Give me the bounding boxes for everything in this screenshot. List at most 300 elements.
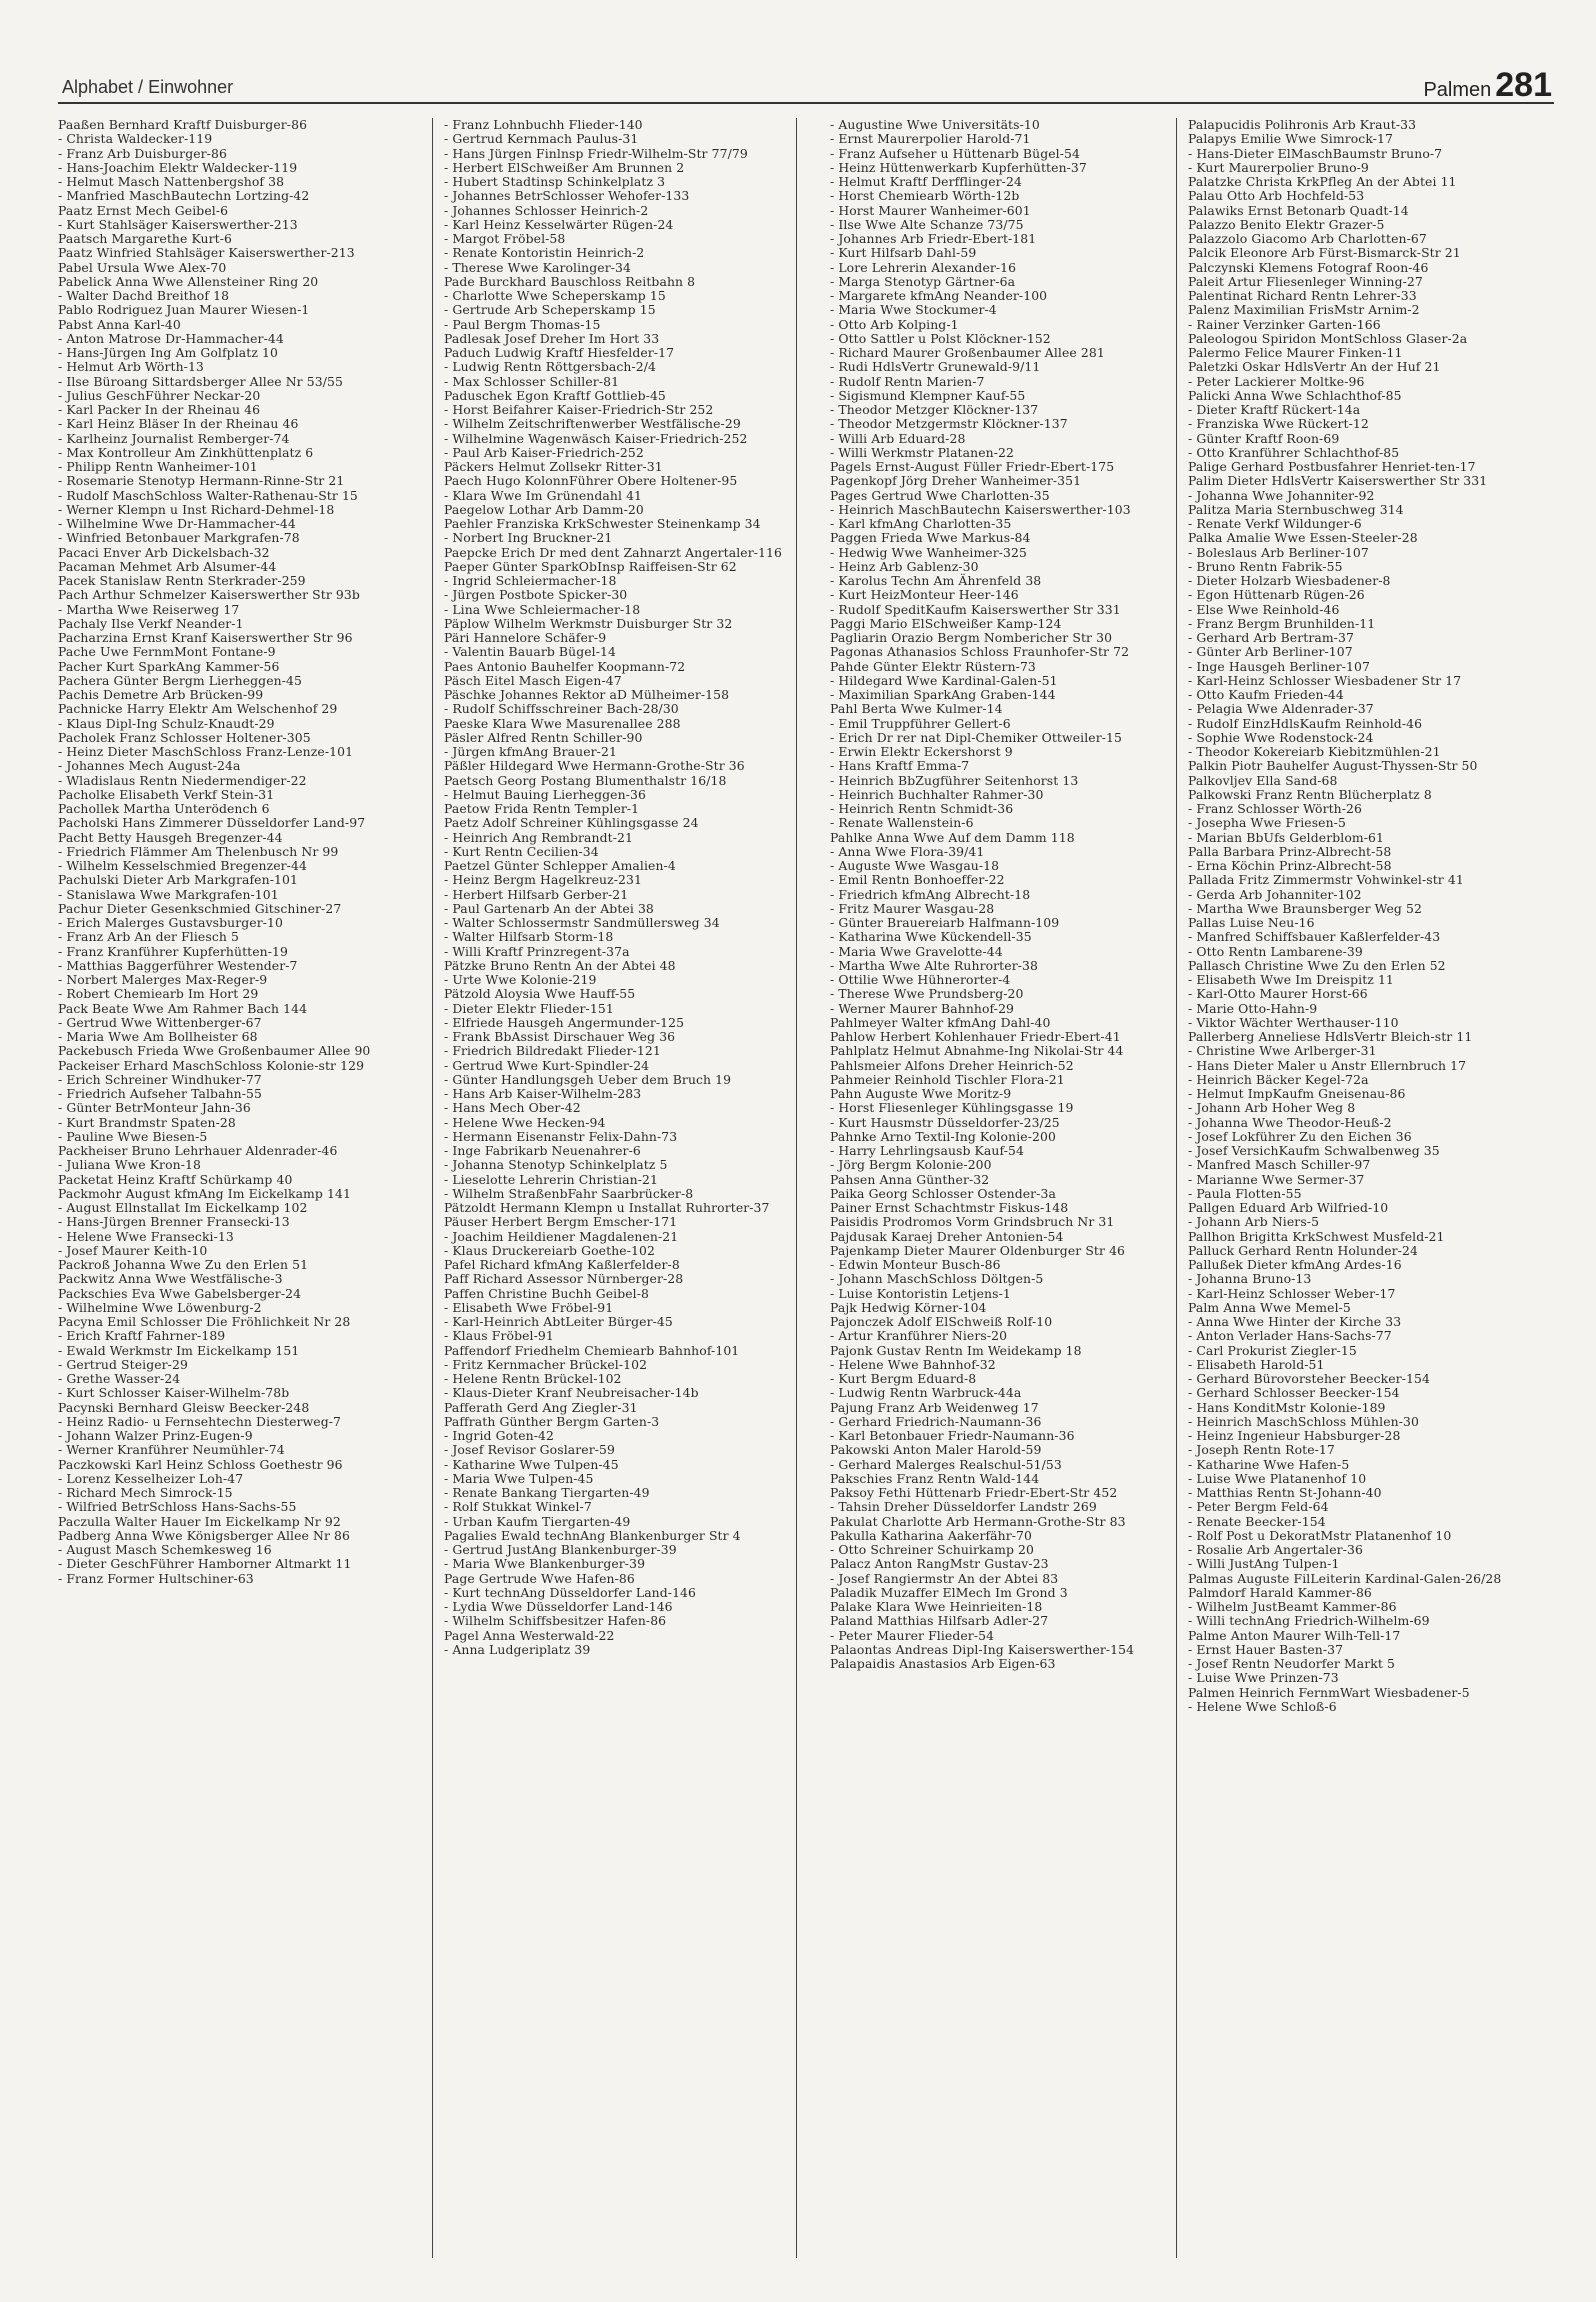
directory-entry: Pahmeier Reinhold Tischler Flora-21 — [830, 1071, 1065, 1087]
directory-entry: Palaontas Andreas Dipl-Ing Kaiserswerther-154 — [830, 1641, 1135, 1657]
directory-entry: - Ludwig Rentn Röttgersbach-2/4 — [444, 359, 657, 375]
directory-entry: - Helene Wwe Fransecki-13 — [58, 1228, 234, 1244]
directory-entry: - Marga Stenotyp Gärtner-6a — [830, 273, 1016, 289]
directory-entry: Paech Hugo KolonnFührer Obere Holtener-95 — [444, 473, 738, 489]
directory-entry: - Willi JustAng Tulpen-1 — [1188, 1556, 1340, 1572]
directory-entry: - Renate Bankang Tiergarten-49 — [444, 1485, 650, 1500]
directory-entry: Paggen Frieda Wwe Markus-84 — [830, 530, 1031, 546]
directory-entry: - Marie Otto-Hahn-9 — [1188, 1000, 1318, 1016]
directory-entry: - Walter Dachd Breithof 18 — [58, 288, 230, 303]
directory-entry: Paduschek Egon Kraftf Gottlieb-45 — [444, 387, 666, 403]
directory-entry: - Josepha Wwe Friesen-5 — [1188, 815, 1346, 831]
directory-entry: Palatzke Christa KrkPfleg An der Abtei 11 — [1188, 174, 1457, 189]
directory-entry: Pallhon Brigitta KrkSchwest Musfeld-21 — [1188, 1228, 1445, 1244]
directory-entry: - Lydia Wwe Düsseldorfer Land-146 — [444, 1599, 673, 1614]
directory-entry: - Joachim Heildiener Magdalenen-21 — [444, 1228, 679, 1244]
directory-entry: - Franz Aufseher u Hüttenarb Bügel-54 — [830, 145, 1080, 161]
directory-entry: - Johann MaschSchloss Döltgen-5 — [830, 1271, 1044, 1287]
directory-entry: - Ernst Maurerpolier Harold-71 — [830, 131, 1031, 147]
directory-entry: Painer Ernst Schachtmstr Fiskus-148 — [830, 1200, 1069, 1215]
directory-entry: - Heinz Arb Gablenz-30 — [830, 558, 979, 574]
directory-entry: - Heinz Bergm Hagelkreuz-231 — [444, 872, 642, 888]
directory-entry: - Margot Fröbel-58 — [444, 231, 566, 246]
directory-entry: Palapaidis Anastasios Arb Eigen-63 — [830, 1656, 1056, 1671]
directory-entry: - Franz Arb Duisburger-86 — [58, 145, 227, 161]
directory-entry: - Johann Arb Hoher Weg 8 — [1188, 1100, 1356, 1116]
directory-entry: Pachur Dieter Gesenkschmied Gitschiner-27 — [58, 900, 342, 916]
directory-entry: Pacht Betty Hausgeh Bregenzer-44 — [58, 829, 283, 845]
directory-entry: Pakschies Franz Rentn Wald-144 — [830, 1470, 1040, 1486]
directory-entry: - Franz Lohnbuchh Flieder-140 — [444, 118, 643, 132]
directory-entry: Pafferath Gerd Ang Ziegler-31 — [444, 1399, 638, 1415]
directory-entry: - Anna Wwe Hinter der Kirche 33 — [1188, 1314, 1402, 1329]
directory-entry: - Augustine Wwe Universitäts-10 — [830, 118, 1040, 132]
directory-entry: - Willi technAng Friedrich-Wilhelm-69 — [1188, 1613, 1430, 1629]
directory-entry: Palla Barbara Prinz-Albrecht-58 — [1188, 843, 1392, 859]
directory-entry: - Maria Wwe Gravelotte-44 — [830, 943, 1003, 959]
directory-entry: Pagonas Athanasios Schloss Fraunhofer-Str 72 — [830, 644, 1130, 660]
directory-entry: Pakulla Katharina Aakerfähr-70 — [830, 1527, 1033, 1543]
directory-entry: - Friedrich Aufseher Talbahn-55 — [58, 1086, 262, 1101]
directory-entry: Pahlplatz Helmut Abnahme-Ing Nikolai-Str 44 — [830, 1043, 1124, 1059]
directory-entry: - Rudolf Rentn Marien-7 — [830, 373, 985, 389]
directory-entry: - Peter Lackierer Moltke-96 — [1188, 373, 1365, 389]
directory-entry: - Erwin Elektr Eckershorst 9 — [830, 744, 1013, 759]
directory-entry: Pade Burckhard Bauschloss Reitbahn 8 — [444, 273, 696, 289]
directory-entry: - Franz Bergm Brunhilden-11 — [1188, 615, 1376, 631]
directory-entry: - Wilhelm Kesselschmied Bregenzer-44 — [58, 858, 307, 873]
directory-entry: Paetsch Georg Postang Blumenthalstr 16/18 — [444, 772, 727, 788]
directory-entry: - Hans-Jürgen Ing Am Golfplatz 10 — [58, 345, 278, 360]
directory-entry: Paland Matthias Hilfsarb Adler-27 — [830, 1613, 1049, 1629]
directory-entry: - Klaus Dipl-Ing Schulz-Knaudt-29 — [58, 715, 275, 731]
directory-entry: Paika Georg Schlosser Ostender-3a — [830, 1185, 1056, 1201]
directory-column-4 — [1188, 118, 1554, 2258]
directory-entry: Paladik Muzaffer ElMech Im Grond 3 — [830, 1584, 1068, 1600]
directory-entry: Pajonczek Adolf ElSchweiß Rolf-10 — [830, 1314, 1053, 1329]
directory-entry: Pajonk Gustav Rentn Im Weidekamp 18 — [830, 1342, 1082, 1358]
directory-entry: - Kurt Schlosser Kaiser-Wilhelm-78b — [58, 1385, 290, 1401]
directory-entry: - Maximilian SparkAng Graben-144 — [830, 687, 1056, 702]
directory-entry: - Josef Rangiermstr An der Abtei 83 — [830, 1570, 1059, 1586]
directory-entry: Pahlsmeier Alfons Dreher Heinrich-52 — [830, 1057, 1074, 1073]
directory-entry: - Luise Wwe Platanenhof 10 — [1188, 1470, 1367, 1486]
directory-entry: - Juliana Wwe Kron-18 — [58, 1157, 201, 1173]
directory-entry: - Gertrud Steiger-29 — [58, 1356, 188, 1372]
directory-entry: Pabel Ursula Wwe Alex-70 — [58, 259, 227, 275]
directory-entry: - Gerhard Bürovorsteher Beecker-154 — [1188, 1371, 1430, 1386]
directory-entry: Pacyna Emil Schlosser Die Fröhlichkeit Nr 28 — [58, 1314, 351, 1329]
directory-entry: Pahnke Arno Textil-Ing Kolonie-200 — [830, 1128, 1056, 1144]
directory-entry: - Heinrich MaschSchloss Mühlen-30 — [1188, 1413, 1419, 1429]
directory-entry: - Friedrich Bildredakt Flieder-121 — [444, 1043, 661, 1059]
directory-entry: Pacaman Mehmet Arb Alsumer-44 — [58, 558, 277, 574]
directory-entry: Pachera Günter Bergm Lierheggen-45 — [58, 672, 302, 688]
directory-entry: Pahsen Anna Günther-32 — [830, 1171, 990, 1187]
directory-entry: - Horst Beifahrer Kaiser-Friedrich-Str 252 — [444, 402, 714, 417]
directory-entry: - Franz Schlosser Wörth-26 — [1188, 801, 1363, 816]
directory-entry: - Werner Klempn u Inst Richard-Dehmel-18 — [58, 501, 335, 517]
directory-entry: - Otto Schreiner Schuirkamp 20 — [830, 1542, 1034, 1557]
directory-entry: - Hans-Dieter ElMaschBaumstr Bruno-7 — [1188, 145, 1443, 161]
directory-entry: Pacek Stanislaw Rentn Sterkrader-259 — [58, 573, 306, 588]
directory-entry: - Hubert Stadtinsp Schinkelplatz 3 — [444, 174, 666, 189]
directory-entry: - Gerhard Schlosser Beecker-154 — [1188, 1385, 1400, 1401]
directory-entry: Paleit Artur Fliesenleger Winning-27 — [1188, 273, 1423, 289]
directory-entry: - Hans-Jürgen Brenner Fransecki-13 — [58, 1214, 290, 1230]
directory-entry: - Hermann Eisenanstr Felix-Dahn-73 — [444, 1128, 678, 1144]
directory-entry: - Gerhard Friedrich-Naumann-36 — [830, 1413, 1042, 1429]
directory-entry: - Otto Rentn Lambarene-39 — [1188, 943, 1363, 959]
directory-entry: - Johannes Schlosser Heinrich-2 — [444, 202, 649, 218]
directory-entry: - Fritz Maurer Wasgau-28 — [830, 900, 995, 916]
directory-entry: Pages Gertrud Wwe Charlotten-35 — [830, 487, 1050, 503]
directory-entry: - Erich Kraftf Fahrner-189 — [58, 1328, 226, 1344]
page-heading — [1423, 68, 1552, 102]
directory-entry: Pallerberg Anneliese HdlsVertr Bleich-str 11 — [1188, 1029, 1473, 1044]
directory-entry: - Heinz Radio- u Fernsehtechn Diesterweg-7 — [58, 1413, 342, 1429]
directory-entry: - Rosalie Arb Angertaler-36 — [1188, 1542, 1363, 1557]
directory-entry: Palczynski Klemens Fotograf Roon-46 — [1188, 259, 1429, 275]
directory-entry: - Grethe Wasser-24 — [58, 1371, 181, 1386]
directory-entry: - Ludwig Rentn Warbruck-44a — [830, 1385, 1022, 1401]
running-head: Palmen — [1423, 79, 1492, 101]
directory-entry: Packschies Eva Wwe Gabelsberger-24 — [58, 1285, 302, 1301]
directory-entry: Pachis Demetre Arb Brücken-99 — [58, 687, 264, 702]
directory-entry: - Helene Wwe Hecken-94 — [444, 1114, 606, 1130]
directory-entry: - Klaus Druckereiarb Goethe-102 — [444, 1242, 655, 1258]
directory-entry: - Klaus Fröbel-91 — [444, 1328, 554, 1344]
directory-entry: - Richard Mech Simrock-15 — [58, 1485, 233, 1500]
directory-entry: - Lore Lehrerin Alexander-16 — [830, 259, 1017, 275]
directory-entry: - Heinz Hüttenwerkarb Kupferhütten-37 — [830, 159, 1087, 175]
directory-entry: Paatsch Margarethe Kurt-6 — [58, 231, 232, 246]
directory-entry: - Josef Rentn Neudorfer Markt 5 — [1188, 1656, 1395, 1671]
directory-entry: - Emil Truppführer Gellert-6 — [830, 715, 1011, 731]
directory-entry: - Karl-Heinz Schlosser Weber-17 — [1188, 1285, 1396, 1301]
directory-entry: Packwitz Anna Wwe Westfälische-3 — [58, 1271, 283, 1287]
directory-entry: Palau Otto Arb Hochfeld-53 — [1188, 188, 1365, 204]
directory-entry: Paffrath Günther Bergm Garten-3 — [444, 1413, 660, 1429]
directory-entry: - Wilfried BetrSchloss Hans-Sachs-55 — [58, 1499, 297, 1515]
directory-entry: Paatz Ernst Mech Geibel-6 — [58, 202, 229, 218]
column-divider — [432, 118, 433, 2258]
directory-entry: Palkin Piotr Bauhelfer August-Thyssen-Str 50 — [1188, 758, 1478, 774]
directory-entry: Packebusch Frieda Wwe Großenbaumer Allee 90 — [58, 1043, 371, 1059]
directory-entry: Pacaci Enver Arb Dickelsbach-32 — [58, 544, 270, 560]
directory-entry: - Horst Maurer Wanheimer-601 — [830, 202, 1031, 218]
directory-entry: - Anton Matrose Dr-Hammacher-44 — [58, 330, 284, 346]
directory-entry: Pachnicke Harry Elektr Am Welschenhof 29 — [58, 701, 338, 717]
directory-entry: - Johanna Bruno-13 — [1188, 1271, 1312, 1287]
directory-entry: Palcik Eleonore Arb Fürst-Bismarck-Str 21 — [1188, 245, 1461, 261]
directory-entry: - Hans Arb Kaiser-Wilhelm-283 — [444, 1086, 642, 1101]
directory-entry: - Elfriede Hausgeh Angermunder-125 — [444, 1014, 685, 1030]
directory-entry: - Helene Wwe Schloß-6 — [1188, 1698, 1337, 1714]
directory-column-1 — [58, 118, 420, 2258]
directory-entry: Palapys Emilie Wwe Simrock-17 — [1188, 131, 1393, 147]
directory-entry: Pagenkopf Jörg Dreher Wanheimer-351 — [830, 473, 1082, 489]
directory-entry: - Luise Wwe Prinzen-73 — [1188, 1670, 1339, 1686]
directory-entry: - Rudolf SpeditKaufm Kaiserswerther Str 331 — [830, 601, 1121, 617]
directory-entry: - Paul Bergm Thomas-15 — [444, 316, 601, 332]
directory-entry: - Heinrich MaschBautechn Kaiserswerther-103 — [830, 501, 1131, 517]
directory-entry: Pätzke Bruno Rentn An der Abtei 48 — [444, 957, 676, 973]
directory-entry: - Helmut Masch Nattenbergshof 38 — [58, 174, 285, 189]
directory-entry: - Jürgen kfmAng Brauer-21 — [444, 744, 617, 759]
directory-entry: - Helene Rentn Brückel-102 — [444, 1371, 622, 1386]
directory-entry: - Helmut Kraftf Derfflinger-24 — [830, 174, 1022, 189]
directory-entry: - Heinrich Buchhalter Rahmer-30 — [830, 786, 1044, 802]
directory-entry: - Lorenz Kesselheizer Loh-47 — [58, 1470, 244, 1486]
directory-entry: Paleologou Spiridon MontSchloss Glaser-2a — [1188, 330, 1468, 346]
directory-entry: - Kurt HeizMonteur Heer-146 — [830, 587, 1019, 603]
directory-entry: - Wilhelm StraßenbFahr Saarbrücker-8 — [444, 1185, 694, 1201]
directory-entry: - Egon Hüttenarb Rügen-26 — [1188, 587, 1365, 603]
directory-entry: - Karl Betonbauer Friedr-Naumann-36 — [830, 1428, 1075, 1443]
directory-entry: Pafel Richard kfmAng Kaßlerfelder-8 — [444, 1257, 680, 1272]
directory-entry: Pagels Ernst-August Füller Friedr-Ebert-175 — [830, 459, 1115, 474]
directory-entry: Paffendorf Friedhelm Chemiearb Bahnhof-101 — [444, 1342, 740, 1358]
directory-entry: - Dieter Holzarb Wiesbadener-8 — [1188, 573, 1391, 588]
directory-entry: - Philipp Rentn Wanheimer-101 — [58, 459, 258, 474]
directory-entry: - Friedrich kfmAng Albrecht-18 — [830, 886, 1031, 902]
directory-entry: Page Gertrude Wwe Hafen-86 — [444, 1570, 635, 1586]
directory-entry: - Inge Hausgeh Berliner-107 — [1188, 658, 1370, 674]
directory-entry: - Harry Lehrlingsausb Kauf-54 — [830, 1143, 1024, 1158]
directory-entry: - Franz Former Hultschiner-63 — [58, 1570, 254, 1586]
directory-entry: - Günter Arb Berliner-107 — [1188, 644, 1353, 660]
directory-entry: - Kurt technAng Düsseldorfer Land-146 — [444, 1584, 697, 1600]
directory-entry: - Ewald Werkmstr Im Eickelkamp 151 — [58, 1342, 300, 1358]
directory-entry: - Auguste Wwe Wasgau-18 — [830, 858, 1000, 873]
directory-entry: Paggi Mario ElSchweißer Kamp-124 — [830, 615, 1062, 631]
directory-entry: - Elisabeth Wwe Fröbel-91 — [444, 1299, 614, 1315]
directory-entry: Palentinat Richard Rentn Lehrer-33 — [1188, 288, 1417, 303]
directory-column-3 — [830, 118, 1192, 2258]
directory-entry: - Otto Kaufm Frieden-44 — [1188, 687, 1344, 702]
directory-entry: Pallasch Christine Wwe Zu den Erlen 52 — [1188, 957, 1446, 973]
directory-entry: - Viktor Wächter Werthauser-110 — [1188, 1014, 1399, 1030]
directory-entry: - Heinrich Bäcker Kegel-72a — [1188, 1071, 1369, 1087]
directory-entry: Palake Klara Wwe Heinrieiten-18 — [830, 1599, 1043, 1614]
directory-entry: - Erna Köchin Prinz-Albrecht-58 — [1188, 858, 1392, 873]
directory-entry: Pabst Anna Karl-40 — [58, 316, 181, 332]
directory-entry: Paetz Adolf Schreiner Kühlingsgasse 24 — [444, 815, 699, 831]
directory-entry: Päplow Wilhelm Werkmstr Duisburger Str 32 — [444, 615, 733, 631]
directory-entry: - Peter Bergm Feld-64 — [1188, 1499, 1329, 1515]
directory-entry: - Karl-Heinz Schlosser Wiesbadener Str 17 — [1188, 672, 1462, 688]
directory-entry: Pagliarin Orazio Bergm Nombericher Str 30 — [830, 630, 1113, 645]
directory-entry: Pablo Rodriguez Juan Maurer Wiesen-1 — [58, 302, 310, 318]
directory-entry: Pahde Günter Elektr Rüstern-73 — [830, 658, 1036, 674]
directory-entry: Pätzoldt Hermann Klempn u Installat Ruhrorter-37 — [444, 1200, 770, 1215]
directory-entry: Pabelick Anna Wwe Allensteiner Ring 20 — [58, 273, 319, 289]
directory-entry: Pallada Fritz Zimmermstr Vohwinkel-str 41 — [1188, 872, 1464, 888]
directory-entry: - Johanna Stenotyp Schinkelplatz 5 — [444, 1157, 668, 1173]
directory-entry: - Karl-Otto Maurer Horst-66 — [1188, 986, 1368, 1002]
directory-entry: Päri Hannelore Schäfer-9 — [444, 630, 607, 645]
directory-entry: Pallgen Eduard Arb Wilfried-10 — [1188, 1200, 1389, 1215]
directory-entry: - Ernst Hauer Basten-37 — [1188, 1641, 1344, 1657]
directory-entry: - Maria Wwe Am Bollheister 68 — [58, 1029, 258, 1044]
directory-entry: - Johannes BetrSchlosser Wehofer-133 — [444, 188, 690, 204]
directory-entry: - Frank BbAssist Dirschauer Weg 36 — [444, 1029, 676, 1044]
directory-entry: Päckers Helmut Zollsekr Ritter-31 — [444, 459, 663, 474]
directory-entry: - Martha Wwe Alte Ruhrorter-38 — [830, 957, 1038, 973]
directory-entry: - Helene Wwe Bahnhof-32 — [830, 1356, 996, 1372]
directory-entry: - Kurt Rentn Cecilien-34 — [444, 843, 599, 859]
directory-entry: - Max Schlosser Schiller-81 — [444, 373, 620, 389]
directory-entry: - Günter BetrMonteur Jahn-36 — [58, 1100, 251, 1116]
directory-entry: - Johann Arb Niers-5 — [1188, 1214, 1320, 1230]
page-number: 281 — [1495, 66, 1552, 104]
directory-entry: Packetat Heinz Kraftf Schürkamp 40 — [58, 1171, 293, 1187]
directory-entry: - Hans KonditMstr Kolonie-189 — [1188, 1399, 1386, 1415]
directory-entry: Paetow Frida Rentn Templer-1 — [444, 801, 640, 816]
directory-entry: Palmen Heinrich FernmWart Wiesbadener-5 — [1188, 1684, 1470, 1700]
directory-entry: - Rolf Stukkat Winkel-7 — [444, 1499, 592, 1515]
directory-entry: - Josef Revisor Goslarer-59 — [444, 1442, 615, 1458]
directory-entry: Palka Amalie Wwe Essen-Steeler-28 — [1188, 530, 1418, 546]
directory-entry: - Hans-Joachim Elektr Waldecker-119 — [58, 159, 298, 175]
directory-entry: - Manfred Schiffsbauer Kaßlerfelder-43 — [1188, 929, 1441, 945]
directory-entry: - Paul Arb Kaiser-Friedrich-252 — [444, 444, 644, 460]
directory-entry: Palkowski Franz Rentn Blücherplatz 8 — [1188, 786, 1432, 802]
directory-entry: - Pauline Wwe Biesen-5 — [58, 1128, 208, 1144]
directory-entry: - Elisabeth Harold-51 — [1188, 1356, 1325, 1372]
directory-entry: - Kurt Stahlsäger Kaiserswerther-213 — [58, 216, 298, 232]
directory-entry: - Willi Kraftf Prinzregent-37a — [444, 943, 630, 959]
directory-entry: - Fritz Kernmacher Brückel-102 — [444, 1356, 648, 1372]
directory-entry: Pacharzina Ernst Kranf Kaiserswerther Str 96 — [58, 630, 353, 645]
directory-entry: - Karl Heinz Kesselwärter Rügen-24 — [444, 216, 674, 232]
directory-entry: Päuser Herbert Bergm Emscher-171 — [444, 1214, 678, 1230]
directory-entry: Palkovljev Ella Sand-68 — [1188, 772, 1338, 788]
directory-entry: Pacynski Bernhard Gleisw Beecker-248 — [58, 1399, 310, 1415]
directory-entry: - Boleslaus Arb Berliner-107 — [1188, 544, 1369, 560]
directory-entry: Paeper Günter SparkObInsp Raiffeisen-Str 62 — [444, 558, 737, 574]
directory-entry: - Rudolf MaschSchloss Walter-Rathenau-Str 15 — [58, 487, 358, 503]
directory-entry: - Johann Walzer Prinz-Eugen-9 — [58, 1428, 253, 1443]
directory-entry: - Ingrid Schleiermacher-18 — [444, 573, 617, 588]
directory-entry: Palitza Maria Sternbuschweg 314 — [1188, 501, 1404, 517]
directory-entry: - Therese Wwe Prundsberg-20 — [830, 986, 1024, 1002]
directory-entry: - Gertrud Kernmach Paulus-31 — [444, 131, 639, 147]
directory-entry: - Franz Arb An der Fliesch 5 — [58, 929, 239, 945]
directory-entry: - Martha Wwe Braunsberger Weg 52 — [1188, 900, 1422, 916]
directory-column-2 — [444, 118, 806, 2258]
directory-entry: - Wilhelmine Wagenwäsch Kaiser-Friedrich-252 — [444, 430, 748, 446]
directory-entry: Pajenkamp Dieter Maurer Oldenburger Str 46 — [830, 1242, 1126, 1258]
directory-entry: Pakowski Anton Maler Harold-59 — [830, 1442, 1042, 1458]
directory-entry: - Anna Ludgeriplatz 39 — [444, 1641, 591, 1657]
directory-entry: Pallas Luise Neu-16 — [1188, 915, 1315, 930]
directory-entry: Päschke Johannes Rektor aD Mülheimer-158 — [444, 687, 730, 702]
directory-entry: - Maria Wwe Stockumer-4 — [830, 302, 997, 318]
directory-entry: - Elisabeth Wwe Im Dreispitz 11 — [1188, 972, 1394, 987]
directory-entry: - Günter Handlungsgeh Ueber dem Bruch 19 — [444, 1071, 732, 1087]
directory-entry: - Martha Wwe Reiserweg 17 — [58, 601, 240, 617]
directory-entry: - Heinz Ingenieur Habsburger-28 — [1188, 1428, 1401, 1443]
directory-entry: Pahlmeyer Walter kfmAng Dahl-40 — [830, 1014, 1051, 1030]
directory-entry: Paetzel Günter Schlepper Amalien-4 — [444, 858, 676, 873]
directory-entry: - Sophie Wwe Rodenstock-24 — [1188, 729, 1374, 745]
directory-entry: - Margarete kfmAng Neander-100 — [830, 288, 1048, 303]
directory-entry: - Anna Wwe Flora-39/41 — [830, 843, 985, 859]
directory-entry: - Inge Fabrikarb Neuenahrer-6 — [444, 1143, 641, 1158]
directory-entry: - Rosemarie Stenotyp Hermann-Rinne-Str 21 — [58, 473, 345, 489]
directory-entry: Pack Beate Wwe Am Rahmer Bach 144 — [58, 1000, 308, 1016]
directory-entry: Paffen Christine Buchh Geibel-8 — [444, 1285, 650, 1301]
directory-entry: - Karl kfmAng Charlotten-35 — [830, 516, 1012, 531]
directory-entry: - Lieselotte Lehrerin Christian-21 — [444, 1171, 658, 1187]
directory-entry: - Erich Schreiner Windhuker-77 — [58, 1071, 262, 1087]
directory-entry: - Günter Brauereiarb Halfmann-109 — [830, 915, 1060, 930]
directory-entry: - Norbert Malerges Max-Reger-9 — [58, 972, 268, 987]
directory-entry: - Max Kontrolleur Am Zinkhüttenplatz 6 — [58, 444, 314, 460]
directory-entry: Paduch Ludwig Kraftf Hiesfelder-17 — [444, 345, 675, 360]
directory-entry: - Heinz Dieter MaschSchloss Franz-Lenze-101 — [58, 744, 354, 759]
directory-entry: - Norbert Ing Bruckner-21 — [444, 530, 613, 546]
directory-entry: - Kurt Maurerpolier Bruno-9 — [1188, 159, 1369, 175]
directory-entry: - Karl Packer In der Rheinau 46 — [58, 402, 261, 417]
directory-entry: Paegelow Lothar Arb Damm-20 — [444, 501, 644, 517]
directory-entry: - Matthias Baggerführer Westender-7 — [58, 957, 298, 973]
directory-entry: Paletzki Oskar HdlsVertr An der Huf 21 — [1188, 359, 1441, 375]
directory-entry: Pacholke Elisabeth Verkf Stein-31 — [58, 786, 275, 802]
directory-entry: - Rudolf Schiffsschreiner Bach-28/30 — [444, 701, 679, 717]
directory-entry: Paatz Winfried Stahlsäger Kaiserswerther-213 — [58, 245, 355, 261]
directory-entry: - Willi Arb Eduard-28 — [830, 430, 966, 446]
directory-entry: - Johanna Wwe Johanniter-92 — [1188, 487, 1375, 503]
directory-entry: - Karlheinz Journalist Remberger-74 — [58, 430, 290, 446]
directory-entry: - Anton Verlader Hans-Sachs-77 — [1188, 1328, 1392, 1344]
directory-entry: Pachulski Dieter Arb Markgrafen-101 — [58, 872, 298, 888]
directory-entry: Paepcke Erich Dr med dent Zahnarzt Angertaler-116 — [444, 544, 783, 560]
directory-entry: - Maria Wwe Tulpen-45 — [444, 1470, 594, 1486]
directory-entry: - Ottilie Wwe Hühnerorter-4 — [830, 972, 1011, 987]
directory-entry: Packroß Johanna Wwe Zu den Erlen 51 — [58, 1257, 309, 1272]
directory-entry: - Herbert ElSchweißer Am Brunnen 2 — [444, 159, 685, 175]
directory-entry: - Ilse Wwe Alte Schanze 73/75 — [830, 216, 1024, 232]
directory-entry: Palluck Gerhard Rentn Holunder-24 — [1188, 1242, 1418, 1258]
directory-entry: - Christine Wwe Arlberger-31 — [1188, 1043, 1377, 1059]
directory-entry: Pahlow Herbert Kohlenhauer Friedr-Ebert-41 — [830, 1029, 1121, 1044]
directory-entry: - Klaus-Dieter Kranf Neubreisacher-14b — [444, 1385, 699, 1401]
directory-entry: - Marian BbUfs Gelderblom-61 — [1188, 829, 1384, 845]
directory-entry: - Rolf Post u DekoratMstr Platanenhof 10 — [1188, 1527, 1452, 1543]
directory-entry: Pajung Franz Arb Weidenweg 17 — [830, 1399, 1039, 1415]
directory-entry: - Hildegard Wwe Kardinal-Galen-51 — [830, 672, 1058, 688]
directory-entry: - Franz Kranführer Kupferhütten-19 — [58, 943, 289, 959]
directory-entry: - Helmut Bauing Lierheggen-36 — [444, 786, 646, 802]
directory-entry: - Theodor Metzger Klöckner-137 — [830, 402, 1039, 417]
directory-entry: - Christa Waldecker-119 — [58, 131, 213, 147]
directory-entry: - Josef VersichKaufm Schwalbenweg 35 — [1188, 1143, 1440, 1158]
directory-entry: - Hans Kraftf Emma-7 — [830, 758, 970, 774]
directory-entry: - Friedrich Flämmer Am Thelenbusch Nr 99 — [58, 843, 339, 859]
directory-entry: - Gerda Arb Johanniter-102 — [1188, 886, 1362, 902]
directory-entry: Paksoy Fethi Hüttenarb Friedr-Ebert-Str 452 — [830, 1485, 1118, 1500]
directory-entry: - August Ellnstallat Im Eickelkamp 102 — [58, 1200, 308, 1215]
directory-entry: - Robert Chemiearb Im Hort 29 — [58, 986, 259, 1002]
directory-entry: Padberg Anna Wwe Königsberger Allee Nr 86 — [58, 1527, 350, 1543]
directory-entry: Pachaly Ilse Verkf Neander-1 — [58, 615, 244, 631]
directory-entry: Palmdorf Harald Kammer-86 — [1188, 1584, 1372, 1600]
directory-entry: Paff Richard Assessor Nürnberger-28 — [444, 1271, 684, 1287]
directory-entry: - Wilhelmine Wwe Dr-Hammacher-44 — [58, 516, 296, 531]
